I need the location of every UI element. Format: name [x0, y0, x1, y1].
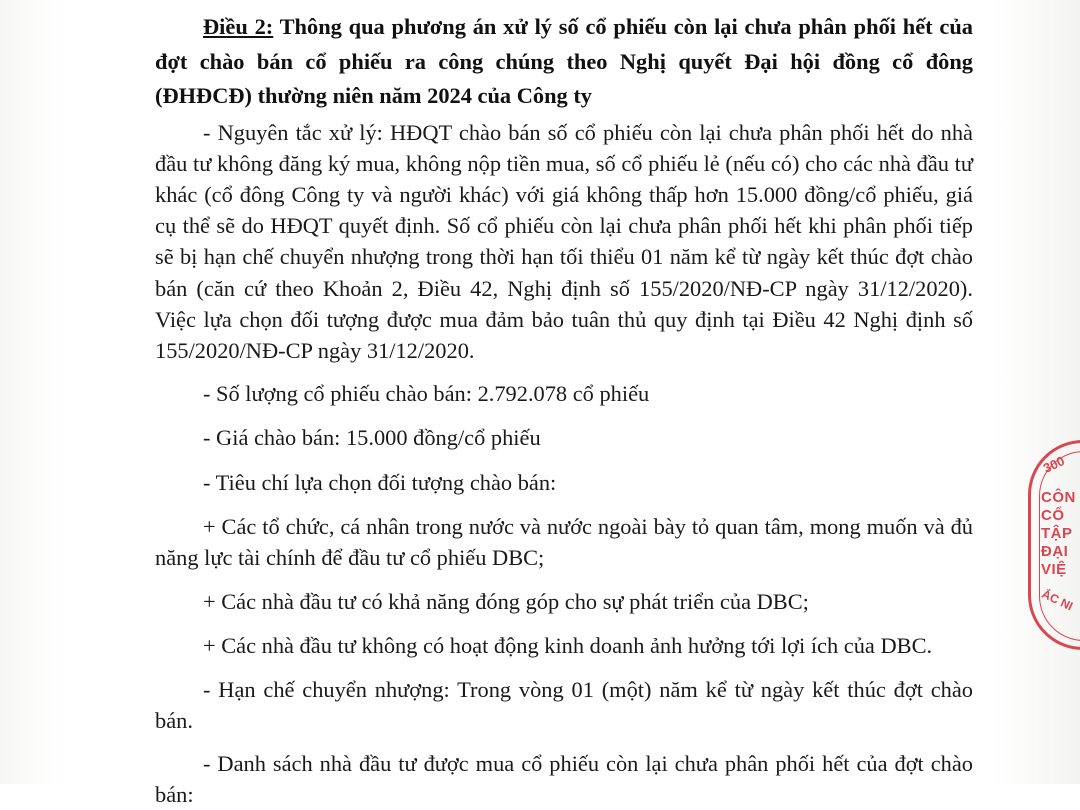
stamp-line: VIỆ [1041, 561, 1067, 578]
offering-quantity-paragraph: - Số lượng cổ phiếu chào bán: 2.792.078 cổ phiếu [203, 381, 650, 407]
criterion-1-paragraph: + Các tổ chức, cá nhân trong nước và nước ngoài bày tỏ quan tâm, mong muốn và đủ năng lực tài chính để đầu tư cổ phiếu DBC; [155, 513, 973, 570]
stamp-text-lines [1041, 489, 1076, 579]
stamp-line: ĐẠI [1041, 543, 1069, 560]
transfer-restriction-paragraph: - Hạn chế chuyển nhượng: Trong vòng 01 (một) năm kể từ ngày kết thúc đợt chào bán. [155, 676, 973, 733]
criteria-title-paragraph: - Tiêu chí lựa chọn đối tượng chào bán: [203, 469, 557, 495]
company-seal-stamp [1028, 440, 1080, 650]
stamp-code: 300 [1040, 453, 1067, 476]
document-body [155, 10, 973, 810]
investor-list-paragraph: - Danh sách nhà đầu tư được mua cổ phiếu còn lại chưa phân phối hết của đợt chào bán: [155, 750, 973, 808]
criterion-2-paragraph: + Các nhà đầu tư có khả năng đóng góp cho sự phát triển của DBC; [203, 589, 809, 615]
article-number: Điều 2: [203, 14, 274, 39]
offering-price-paragraph: - Giá chào bán: 15.000 đồng/cổ phiếu [203, 425, 541, 451]
stamp-footer: ẮC NI [1039, 586, 1076, 614]
article-heading [155, 10, 973, 114]
principle-paragraph: - Nguyên tắc xử lý: HĐQT chào bán số cổ phiếu còn lại chưa phân phối hết do nhà đầu tư không đăng ký mua, không nộp tiền mua, số cổ phiếu lẻ (nếu có) cho các nhà đầu tư khác (cổ đông Công ty và người khác) với giá không thấp hơn 15.000 đồng/cổ phiếu, giá cụ thể sẽ do HĐQT quyết định. Số cổ phiếu còn lại chưa phân phối hết khi phân phối tiếp sẽ bị hạn chế chuyển nhượng trong thời hạn tối thiểu 01 năm kể từ ngày kết thúc đợt chào bán (căn cứ theo Khoản 2, Điều 42, Nghị định số 155/2020/NĐ-CP ngày 31/12/2020). Việc lựa chọn đối tượng được mua đảm bảo tuân thủ quy định tại Điều 42 Nghị định số 155/2020/NĐ-CP ngày 31/12/2020. [155, 119, 973, 363]
stamp-line: CÔN [1041, 489, 1076, 506]
stamp-line: TẬP [1041, 525, 1073, 542]
article-title: Thông qua phương án xử lý số cổ phiếu còn lại chưa phân phối hết của đợt chào bán cổ phiếu ra công chúng theo Nghị quyết Đại hội đồng cổ đông (ĐHĐCĐ) thường niên năm 2024 của Công ty [155, 14, 974, 108]
stamp-line: CỔ [1041, 507, 1065, 524]
criterion-3-paragraph: + Các nhà đầu tư không có hoạt động kinh doanh ảnh hưởng tới lợi ích của DBC. [203, 633, 933, 659]
